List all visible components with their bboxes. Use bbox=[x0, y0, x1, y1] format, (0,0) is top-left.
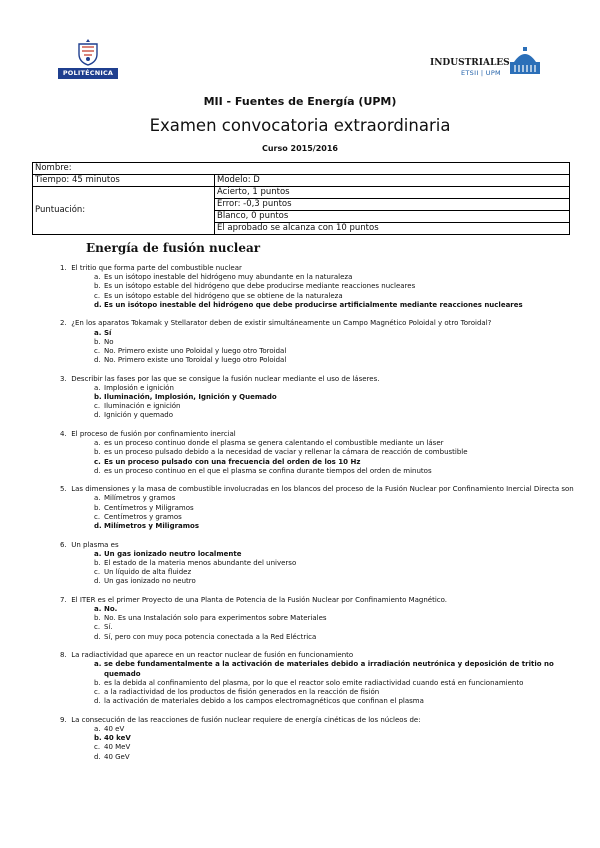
answer-options bbox=[60, 550, 580, 587]
option-text: a la radiactividad de los productos de fisión generados en la reacción de fisión bbox=[104, 688, 380, 696]
option-text: Milímetros y Miligramos bbox=[104, 522, 200, 531]
option-text: Centímetros y Miligramos bbox=[104, 503, 194, 512]
answer-option[interactable] bbox=[94, 448, 580, 457]
option-text: es un proceso pulsado debido a la necesidad de vaciar y rellenar la cámara de reacción de combustible bbox=[104, 448, 468, 457]
score-rule: Blanco, 0 puntos bbox=[215, 211, 570, 223]
option-text: Iluminación e ignición bbox=[104, 402, 181, 411]
question-statement: ¿En los aparatos Tokamak y Stellarator deben de existir simultáneamente un Campo Magnético Poloidal y otro Toroidal? bbox=[71, 319, 492, 328]
option-letter: a. bbox=[94, 724, 101, 733]
question-list bbox=[60, 264, 580, 771]
option-letter: d. bbox=[94, 577, 101, 586]
question-item bbox=[60, 375, 580, 421]
answer-option[interactable] bbox=[94, 467, 580, 476]
academic-year: Curso 2015/2016 bbox=[261, 144, 338, 153]
option-letter: c. bbox=[94, 568, 101, 577]
option-text: es la debida al confinamiento del plasma, por lo que el reactor solo emite radiactividad cuando está en funcionamiento bbox=[104, 678, 524, 687]
option-letter: b. bbox=[94, 734, 102, 743]
question-item bbox=[60, 596, 580, 642]
upm-logo bbox=[58, 38, 118, 82]
answer-option[interactable] bbox=[94, 411, 580, 420]
logo-band-text: POLITÉCNICA bbox=[58, 68, 118, 79]
option-letter: b. bbox=[94, 614, 101, 623]
question-text bbox=[60, 264, 580, 273]
question-text bbox=[60, 596, 580, 605]
option-letter: c. bbox=[94, 457, 101, 466]
question-item bbox=[60, 541, 580, 587]
option-text: Iluminación, Implosión, Ignición y Quemado bbox=[104, 393, 277, 402]
answer-option[interactable] bbox=[94, 292, 580, 301]
question-text bbox=[60, 541, 580, 550]
score-label-cell: Puntuación: bbox=[33, 187, 215, 235]
option-letter: d. bbox=[94, 697, 101, 706]
option-letter: a. bbox=[94, 549, 102, 558]
question-number: 8. bbox=[60, 651, 67, 660]
name-cell[interactable]: Nombre: bbox=[33, 163, 570, 175]
industriales-logo bbox=[430, 44, 542, 80]
score-rule: Acierto, 1 puntos bbox=[215, 187, 570, 199]
logo-subtitle: ETSII | UPM bbox=[461, 69, 501, 77]
answer-option[interactable] bbox=[94, 614, 580, 623]
question-statement: La consecución de las reacciones de fusión nuclear requiere de energía cinéticas de los núcleos de: bbox=[71, 715, 421, 724]
question-text bbox=[60, 651, 580, 660]
option-text: 40 GeV bbox=[104, 752, 130, 761]
option-letter: c. bbox=[94, 743, 101, 752]
answer-option-correct[interactable] bbox=[94, 458, 580, 467]
answer-option[interactable] bbox=[94, 402, 580, 411]
option-letter: c. bbox=[94, 291, 101, 300]
answer-options bbox=[60, 725, 580, 762]
answer-option[interactable] bbox=[94, 623, 580, 632]
question-text bbox=[60, 319, 580, 328]
question-number: 9. bbox=[60, 715, 67, 724]
question-item bbox=[60, 651, 580, 706]
answer-option[interactable] bbox=[94, 282, 580, 291]
answer-option[interactable] bbox=[94, 347, 580, 356]
option-letter: d. bbox=[94, 522, 102, 531]
answer-option[interactable] bbox=[94, 494, 580, 503]
answer-option[interactable] bbox=[94, 338, 580, 347]
question-text bbox=[60, 375, 580, 384]
answer-options bbox=[60, 494, 580, 531]
option-text: es un proceso continuo en el que el plasma se confina durante tiempos del orden de minutos bbox=[104, 466, 432, 475]
option-letter: a. bbox=[94, 439, 101, 448]
option-text: 40 eV bbox=[104, 724, 125, 733]
answer-option-correct[interactable] bbox=[94, 522, 580, 531]
answer-option[interactable] bbox=[94, 273, 580, 282]
option-text: la activación de materiales debido a los campos electromagnéticos que confinan el plasma bbox=[104, 697, 424, 706]
option-text: Milímetros y gramos bbox=[104, 494, 176, 503]
question-item bbox=[60, 264, 580, 310]
answer-option-correct[interactable] bbox=[94, 660, 580, 678]
question-item bbox=[60, 430, 580, 476]
answer-option[interactable] bbox=[94, 753, 580, 762]
option-text: No. Es una Instalación solo para experimentos sobre Materiales bbox=[104, 614, 327, 623]
answer-option[interactable] bbox=[94, 688, 580, 697]
answer-option-correct[interactable] bbox=[94, 734, 580, 743]
option-letter: d. bbox=[94, 356, 101, 365]
option-letter: d. bbox=[94, 300, 102, 309]
answer-option[interactable] bbox=[94, 513, 580, 522]
option-text: Es un isótopo estable del hidrógeno que debe producirse mediante reacciones nucleares bbox=[104, 282, 416, 291]
option-text: El estado de la materia menos abundante del universo bbox=[104, 558, 297, 567]
option-text: Es un isótopo inestable del hidrógeno que debe producirse artificialmente mediante reacciones nucleares bbox=[104, 300, 523, 309]
answer-option[interactable] bbox=[94, 725, 580, 734]
option-text: Implosión e ignición bbox=[104, 383, 174, 392]
building-dome-icon bbox=[508, 44, 542, 76]
option-letter: b. bbox=[94, 678, 101, 687]
option-letter: d. bbox=[94, 411, 101, 420]
answer-options bbox=[60, 329, 580, 366]
question-statement: El tritio que forma parte del combustible nuclear bbox=[71, 264, 242, 272]
answer-options bbox=[60, 384, 580, 421]
option-text: 40 keV bbox=[104, 734, 131, 743]
question-statement: Describir las fases por las que se consigue la fusión nuclear mediante el uso de láseres. bbox=[71, 374, 380, 383]
option-letter: d. bbox=[94, 466, 101, 475]
option-text: Centímetros y gramos bbox=[104, 512, 182, 521]
question-statement: La radiactividad que aparece en un reactor nuclear de fusión en funcionamiento bbox=[71, 651, 354, 660]
option-letter: c. bbox=[94, 346, 101, 355]
answer-option[interactable] bbox=[94, 697, 580, 706]
question-item bbox=[60, 716, 580, 762]
answer-options bbox=[60, 660, 580, 706]
exam-info-table bbox=[32, 162, 570, 235]
option-text: Es un proceso pulsado con una frecuencia del orden de los 10 Hz bbox=[104, 457, 361, 466]
option-text: 40 MeV bbox=[104, 743, 131, 752]
question-statement: El ITER es el primer Proyecto de una Planta de Potencia de la Fusión Nuclear por Confinamiento Magnético. bbox=[71, 595, 448, 604]
question-number: 6. bbox=[60, 540, 67, 549]
question-statement: Un plasma es bbox=[71, 540, 119, 549]
answer-option[interactable] bbox=[94, 384, 580, 393]
answer-option-correct[interactable] bbox=[94, 605, 580, 614]
option-text: No bbox=[104, 337, 114, 346]
option-text: se debe fundamentalmente a la activación de materiales debido a irradiación neutrónica y deposición de tritio no quemado bbox=[104, 660, 554, 678]
question-item bbox=[60, 319, 580, 365]
option-text: No. Primero existe uno Toroidal y luego otro Poloidal bbox=[104, 356, 287, 365]
score-rule: Error: -0,3 puntos bbox=[215, 199, 570, 211]
option-letter: d. bbox=[94, 752, 101, 761]
question-statement: El proceso de fusión por confinamiento inercial bbox=[71, 429, 236, 438]
option-letter: b. bbox=[94, 337, 101, 346]
option-text: Sí, pero con muy poca potencia conectada a la Red Eléctrica bbox=[104, 632, 317, 641]
option-text: Ignición y quemado bbox=[104, 411, 174, 420]
answer-options bbox=[60, 439, 580, 476]
option-letter: b. bbox=[94, 448, 101, 457]
option-text: Sí. bbox=[104, 623, 113, 632]
option-letter: c. bbox=[94, 688, 101, 696]
option-letter: b. bbox=[94, 558, 101, 567]
section-title: Energía de fusión nuclear bbox=[86, 241, 261, 255]
option-letter: c. bbox=[94, 402, 101, 411]
option-text: Un gas ionizado neutro localmente bbox=[104, 549, 242, 558]
model-cell: Modelo: D bbox=[215, 175, 570, 187]
option-letter: c. bbox=[94, 623, 101, 632]
answer-option[interactable] bbox=[94, 577, 580, 586]
answer-option-correct[interactable] bbox=[94, 329, 580, 338]
answer-option-correct[interactable] bbox=[94, 301, 580, 310]
logo-name: INDUSTRIALES bbox=[430, 58, 510, 68]
question-number: 2. bbox=[60, 319, 67, 328]
option-letter: b. bbox=[94, 393, 102, 402]
option-text: Un gas ionizado no neutro bbox=[104, 577, 196, 586]
option-letter: d. bbox=[94, 632, 101, 641]
university-crest-icon bbox=[76, 38, 100, 66]
option-letter: c. bbox=[94, 512, 101, 521]
question-number: 5. bbox=[60, 485, 67, 494]
option-letter: a. bbox=[94, 328, 102, 337]
question-number: 1. bbox=[60, 264, 67, 272]
time-cell: Tiempo: 45 minutos bbox=[33, 175, 215, 187]
option-letter: b. bbox=[94, 503, 101, 512]
score-rule: El aprobado se alcanza con 10 puntos bbox=[215, 223, 570, 235]
answer-options bbox=[60, 605, 580, 642]
answer-option[interactable] bbox=[94, 439, 580, 448]
question-item bbox=[60, 485, 580, 531]
answer-option[interactable] bbox=[94, 559, 580, 568]
question-text bbox=[60, 485, 580, 494]
answer-option-correct[interactable] bbox=[94, 550, 580, 559]
option-text: No. Primero existe uno Poloidal y luego otro Toroidal bbox=[104, 346, 287, 355]
answer-option[interactable] bbox=[94, 568, 580, 577]
option-text: Es un isótopo estable del hidrógeno que se obtiene de la naturaleza bbox=[104, 291, 343, 300]
option-text: Sí bbox=[104, 328, 112, 337]
question-number: 3. bbox=[60, 374, 67, 383]
answer-option-correct[interactable] bbox=[94, 393, 580, 402]
option-letter: a. bbox=[94, 660, 102, 669]
answer-option[interactable] bbox=[94, 633, 580, 642]
exam-title: Examen convocatoria extraordinaria bbox=[149, 116, 451, 135]
option-text: Un líquido de alta fluidez bbox=[104, 568, 192, 577]
option-text: No. bbox=[104, 605, 118, 614]
question-text bbox=[60, 430, 580, 439]
question-number: 4. bbox=[60, 429, 67, 438]
option-letter: a. bbox=[94, 494, 101, 503]
course-title: MII - Fuentes de Energía (UPM) bbox=[203, 95, 397, 108]
answer-option[interactable] bbox=[94, 504, 580, 513]
answer-options bbox=[60, 273, 580, 310]
question-number: 7. bbox=[60, 595, 67, 604]
option-text: es un proceso continuo donde el plasma se genera calentando el combustible mediante un láser bbox=[104, 439, 444, 448]
question-statement: Las dimensiones y la masa de combustible involucradas en los blancos del proceso de la Fusión Nuclear por Confinamiento Inercial Directa son bbox=[71, 485, 574, 494]
answer-option[interactable] bbox=[94, 679, 580, 688]
question-text bbox=[60, 716, 580, 725]
answer-option[interactable] bbox=[94, 743, 580, 752]
option-letter: a. bbox=[94, 605, 102, 614]
answer-option[interactable] bbox=[94, 356, 580, 365]
option-text: Es un isótopo inestable del hidrógeno muy abundante en la naturaleza bbox=[104, 273, 353, 282]
option-letter: a. bbox=[94, 273, 101, 282]
option-letter: b. bbox=[94, 282, 101, 291]
option-letter: a. bbox=[94, 383, 101, 392]
